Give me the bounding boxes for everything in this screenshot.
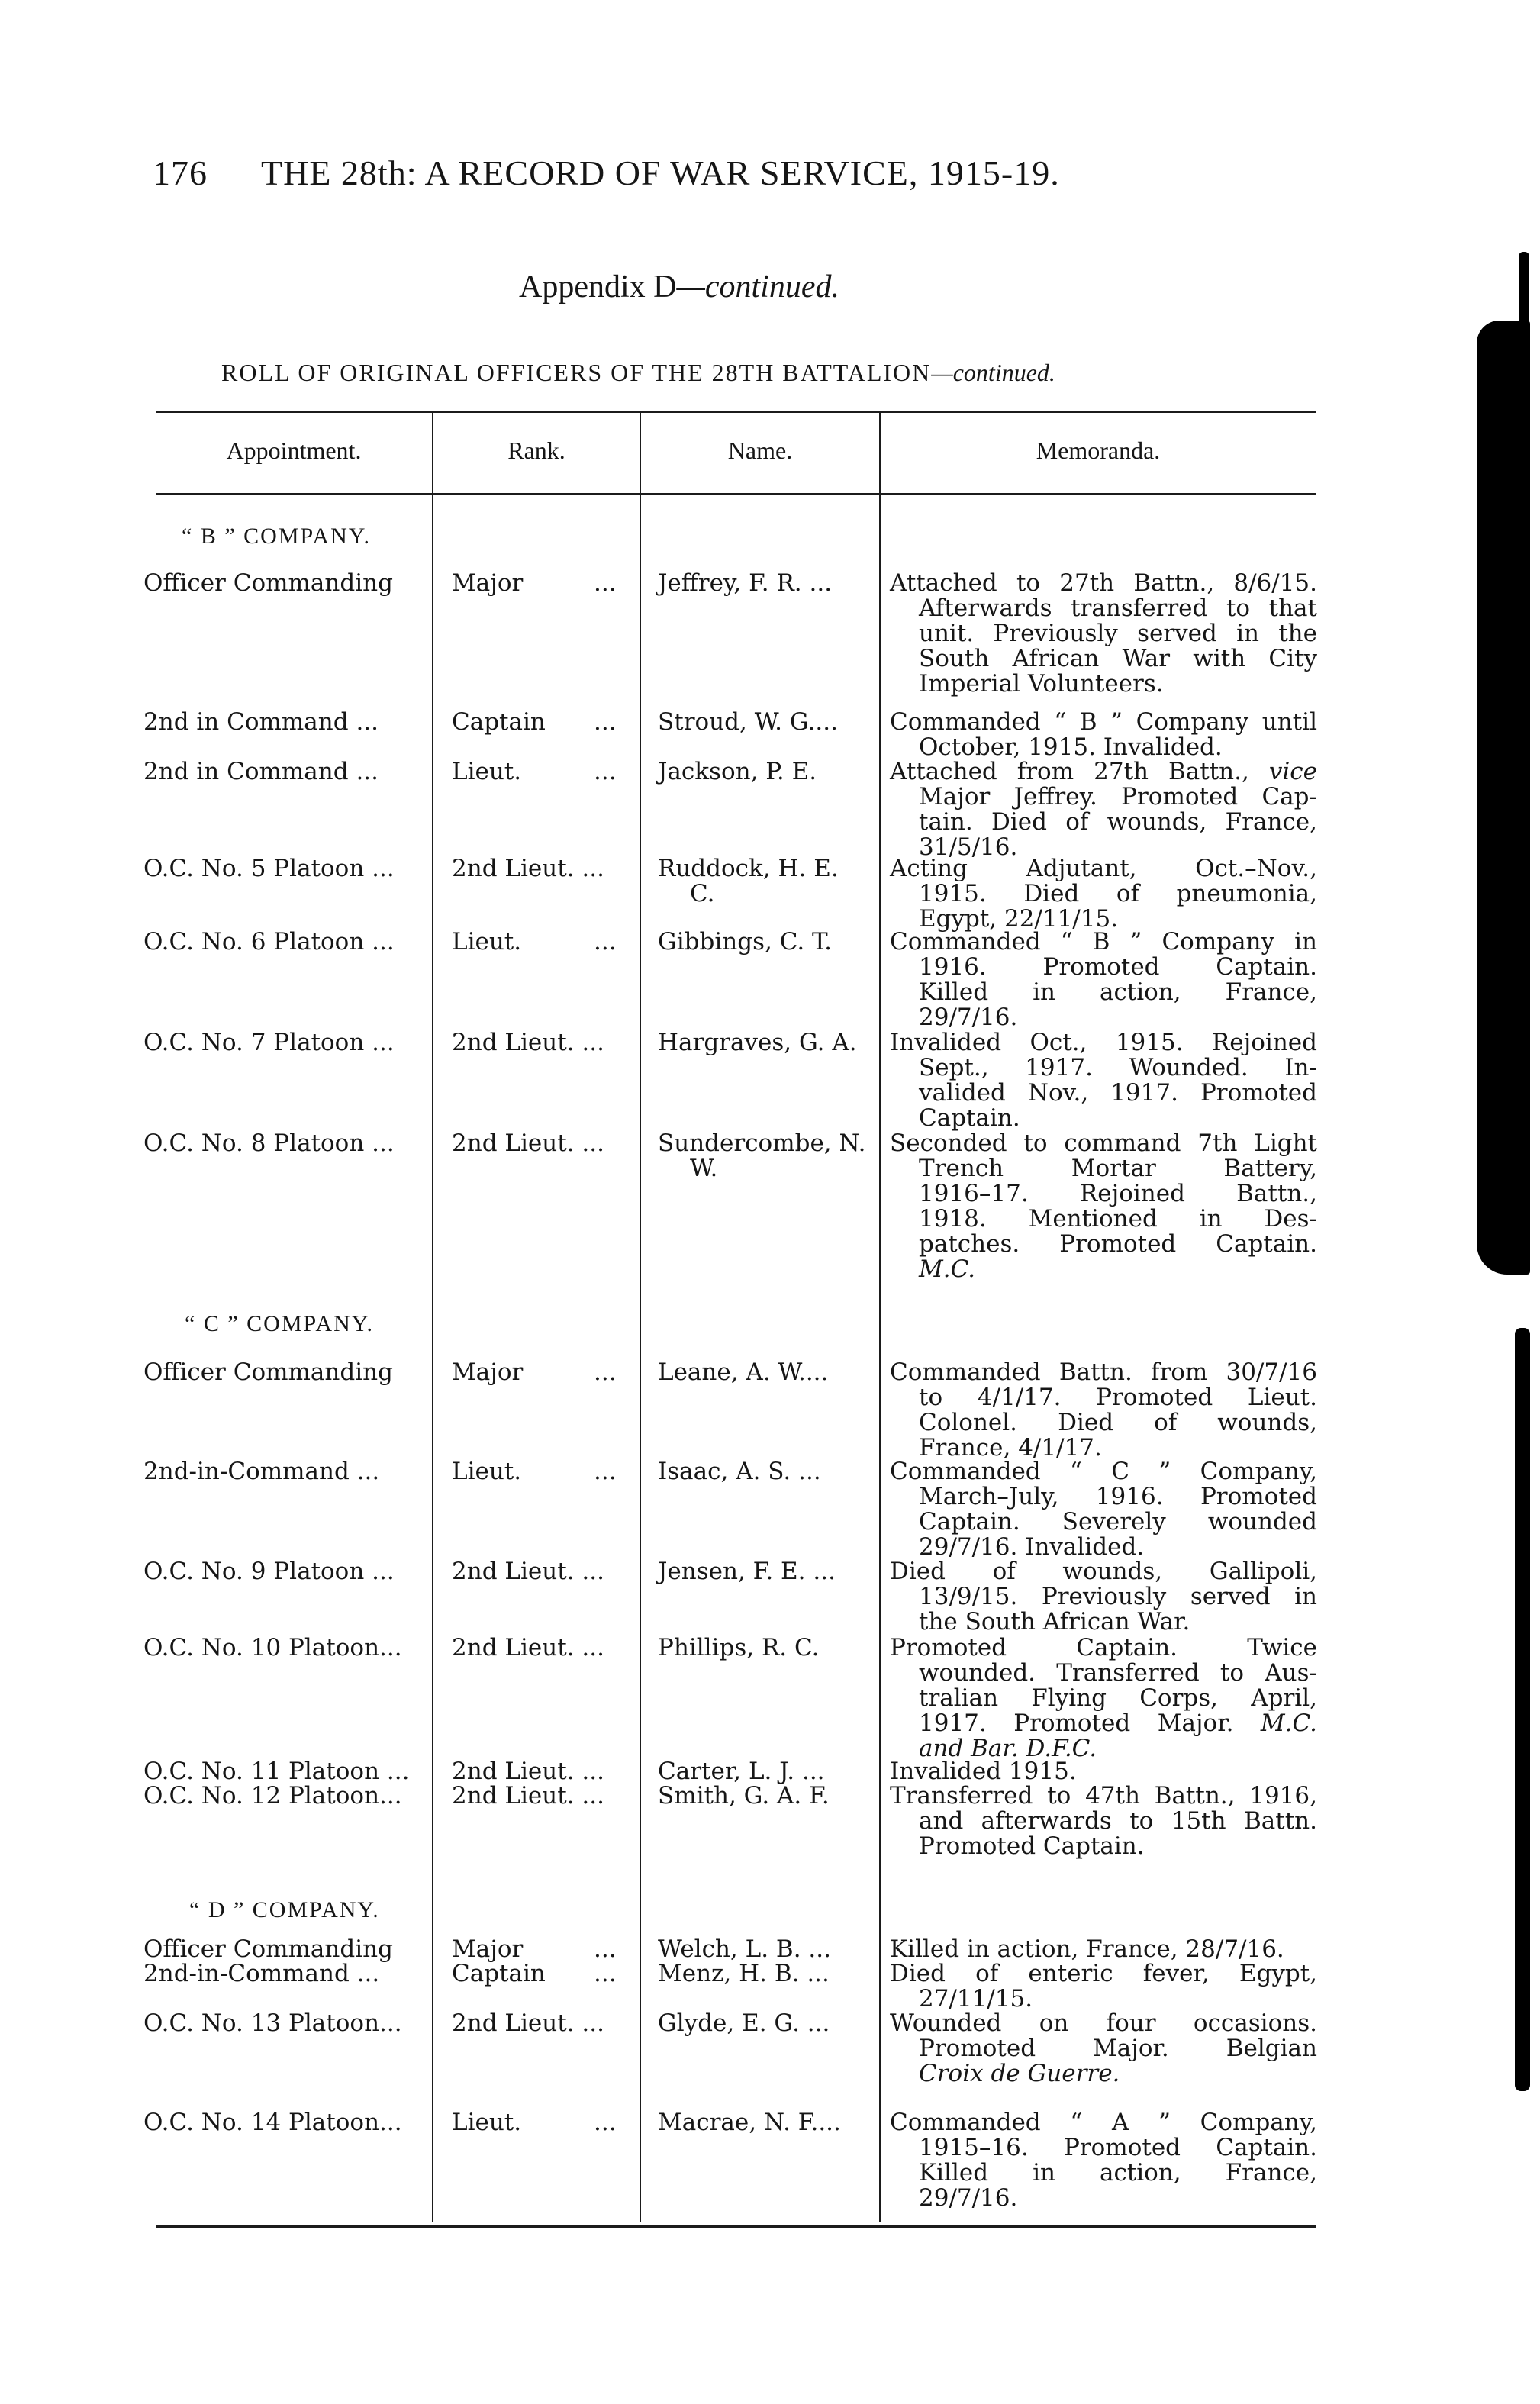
name-cell: Smith, G. A. F. [658, 1782, 830, 1809]
appointment-cell: O.C. No. 10 Platoon... [143, 1634, 402, 1661]
memoranda-line: Afterwards transferred to that [919, 595, 1317, 622]
memoranda-line: Commanded “ A ” Company, [890, 2109, 1317, 2136]
memoranda-line: Killed in action, France, 28/7/16. [890, 1935, 1284, 1963]
column-divider-3 [879, 412, 881, 2222]
running-head [153, 153, 1267, 206]
memoranda-line: Seconded to command 7th Light [890, 1129, 1317, 1157]
memoranda-line: Invalided Oct., 1915. Rejoined [890, 1029, 1317, 1056]
appointment-cell: Officer Commanding [143, 1935, 393, 1963]
name-cell: Menz, H. B. ... [658, 1960, 830, 1987]
memoranda-cell [890, 1937, 1317, 1962]
column-header-name: Name. [727, 437, 793, 464]
name-cell: Gibbings, C. T. [658, 928, 833, 955]
appointment-cell: 2nd-in-Command ... [143, 1960, 380, 1987]
rank-leader-dots: ... [594, 1358, 617, 1386]
memoranda-cell [890, 1961, 1317, 2012]
memoranda-line: 1917. Promoted Major. M.C. [919, 1710, 1317, 1737]
appointment-cell: O.C. No. 12 Platoon... [143, 1782, 402, 1809]
memoranda-line: Killed in action, France, [919, 978, 1317, 1006]
memoranda-line: valided Nov., 1917. Promoted [919, 1079, 1317, 1107]
name-cell: Jackson, P. E. [658, 758, 817, 785]
memoranda-cell [890, 571, 1317, 697]
memoranda-line: Acting Adjutant, Oct.–Nov., [890, 855, 1317, 882]
memoranda-line: tralian Flying Corps, April, [919, 1684, 1317, 1712]
memoranda-line: Commanded “ C ” Company, [890, 1458, 1317, 1485]
name-cell: Welch, L. B. ... [658, 1935, 831, 1963]
appointment-cell: O.C. No. 11 Platoon ... [143, 1758, 410, 1785]
appendix-title: Appendix [519, 269, 646, 305]
rank-leader-dots: ... [594, 1960, 617, 1987]
name-cell: Isaac, A. S. ... [658, 1458, 821, 1485]
memoranda-line: Died of wounds, Gallipoli, [890, 1558, 1317, 1585]
rank-cell: 2nd Lieut. ... [452, 1129, 604, 1157]
name-cell: Ruddock, H. E. [658, 855, 839, 882]
memoranda-line: unit. Previously served in the [919, 620, 1317, 647]
table-top-rule [156, 411, 1316, 413]
memoranda-cell [890, 856, 1317, 932]
memoranda-line: tain. Died of wounds, France, [919, 808, 1317, 836]
memoranda-line: 29/7/16. Invalided. [919, 1533, 1145, 1561]
memoranda-line: 31/5/16. [919, 833, 1018, 861]
appendix-suffix: —continued. [676, 269, 839, 305]
rank-cell: Captain [452, 708, 546, 736]
memoranda-line: 27/11/15. [919, 1985, 1033, 2012]
memoranda-line: Promoted Captain. Twice [890, 1634, 1317, 1661]
memoranda-line: Sept., 1917. Wounded. In- [919, 1054, 1317, 1081]
rank-cell: Lieut. [452, 2109, 522, 2136]
memoranda-line: Imperial Volunteers. [919, 670, 1164, 698]
memoranda-line: Promoted Captain. [919, 1832, 1145, 1860]
memoranda-cell [890, 759, 1317, 860]
rank-leader-dots: ... [594, 758, 617, 785]
column-header-appointment: Appointment. [226, 437, 362, 464]
memoranda-line: March–July, 1916. Promoted [919, 1483, 1317, 1510]
rank-cell: Lieut. [452, 928, 522, 955]
rank-leader-dots: ... [594, 1935, 617, 1963]
appointment-cell: O.C. No. 5 Platoon ... [143, 855, 395, 882]
name-cell: Jeffrey, F. R. ... [658, 569, 833, 597]
memoranda-line: Commanded “ B ” Company until [890, 708, 1317, 736]
memoranda-line: patches. Promoted Captain. [919, 1230, 1317, 1258]
appointment-cell: Officer Commanding [143, 569, 393, 597]
memoranda-line: Commanded “ B ” Company in [890, 928, 1317, 955]
page-number: 176 [153, 153, 208, 192]
rank-cell: Captain [452, 1960, 546, 1987]
memoranda-line: Invalided 1915. [890, 1758, 1077, 1785]
memoranda-line: and afterwards to 15th Battn. [919, 1807, 1317, 1835]
memoranda-line: 1916–17. Rejoined Battn., [919, 1180, 1317, 1207]
name-cell: Phillips, R. C. [658, 1634, 820, 1661]
memoranda-cell [890, 1131, 1317, 1282]
memoranda-line: Attached from 27th Battn., vice [890, 758, 1317, 785]
rank-leader-dots: ... [594, 1458, 617, 1485]
rank-cell: 2nd Lieut. ... [452, 855, 604, 882]
appointment-cell: 2nd in Command ... [143, 708, 379, 736]
column-divider-2 [640, 412, 641, 2222]
company-heading: “ D ” COMPANY. [189, 1897, 380, 1922]
roll-title [221, 359, 1055, 387]
memoranda-cell [890, 710, 1317, 760]
name-cell: Macrae, N. F.... [658, 2109, 841, 2136]
memoranda-line: Captain. Severely wounded [919, 1508, 1317, 1536]
header-bottom-rule [156, 493, 1316, 495]
company-heading: “ C ” COMPANY. [185, 1311, 375, 1336]
memoranda-cell [890, 1030, 1317, 1131]
rank-cell: Major [452, 1358, 524, 1386]
appointment-cell: O.C. No. 9 Platoon ... [143, 1558, 395, 1585]
memoranda-line: 29/7/16. [919, 1004, 1018, 1031]
memoranda-cell [890, 1360, 1317, 1461]
scan-mark [1515, 1328, 1530, 2091]
rank-cell: Lieut. [452, 758, 522, 785]
memoranda-line: Killed in action, France, [919, 2159, 1317, 2186]
appointment-cell: 2nd in Command ... [143, 758, 379, 785]
rank-cell: Major [452, 1935, 524, 1963]
memoranda-line: and Bar. D.F.C. [919, 1735, 1097, 1762]
memoranda-cell [890, 1784, 1317, 1859]
table-bottom-rule [156, 2225, 1316, 2228]
appointment-cell: O.C. No. 6 Platoon ... [143, 928, 395, 955]
appointment-cell: O.C. No. 14 Platoon... [143, 2109, 402, 2136]
rank-cell: 2nd Lieut. ... [452, 1758, 604, 1785]
memoranda-line: Transferred to 47th Battn., 1916, [890, 1782, 1317, 1809]
memoranda-line: 1915. Died of pneumonia, [919, 880, 1317, 907]
memoranda-line: 1918. Mentioned in Des- [919, 1205, 1317, 1233]
memoranda-cell [890, 1459, 1317, 1560]
rank-cell: Lieut. [452, 1458, 522, 1485]
rank-cell: Major [452, 569, 524, 597]
memoranda-line: Promoted Major. Belgian [919, 2035, 1317, 2062]
column-header-memoranda: Memoranda. [1036, 437, 1161, 464]
memoranda-line: South African War with City [919, 645, 1317, 672]
memoranda-line: Commanded Battn. from 30/7/16 [890, 1358, 1317, 1386]
rank-leader-dots: ... [594, 2109, 617, 2136]
appendix-heading [519, 269, 839, 305]
roll-title-text: ROLL OF ORIGINAL OFFICERS OF THE 28TH BATTALION [221, 359, 932, 386]
column-header-rank: Rank. [507, 437, 565, 464]
name-cell: Sundercombe, N. [658, 1129, 866, 1157]
rank-cell: 2nd Lieut. ... [452, 2009, 604, 2037]
appointment-cell: O.C. No. 7 Platoon ... [143, 1029, 395, 1056]
appendix-letter: D [653, 269, 677, 305]
rank-cell: 2nd Lieut. ... [452, 1634, 604, 1661]
name-cell: Hargraves, G. A. [658, 1029, 857, 1056]
name-cell: Leane, A. W.... [658, 1358, 829, 1386]
memoranda-line: to 4/1/17. Promoted Lieut. [919, 1384, 1317, 1411]
name-cell: Stroud, W. G.... [658, 708, 838, 736]
appointment-cell: Officer Commanding [143, 1358, 393, 1386]
roll-title-suffix: —continued. [931, 359, 1055, 386]
memoranda-line: France, 4/1/17. [919, 1434, 1102, 1461]
memoranda-cell [890, 2011, 1317, 2087]
memoranda-line: Attached to 27th Battn., 8/6/15. [890, 569, 1317, 597]
name-cell: Glyde, E. G. ... [658, 2009, 830, 2037]
memoranda-line: 1915–16. Promoted Captain. [919, 2134, 1317, 2161]
memoranda-line: Colonel. Died of wounds, [919, 1409, 1317, 1436]
memoranda-line: the South African War. [919, 1608, 1190, 1635]
appointment-cell: 2nd-in-Command ... [143, 1458, 380, 1485]
rank-cell: 2nd Lieut. ... [452, 1029, 604, 1056]
appointment-cell: O.C. No. 13 Platoon... [143, 2009, 402, 2037]
memoranda-line: Croix de Guerre. [919, 2060, 1120, 2087]
memoranda-line: wounded. Transferred to Aus- [919, 1659, 1317, 1687]
name-cell-continued: W. [690, 1155, 718, 1182]
memoranda-line: Wounded on four occasions. [890, 2009, 1317, 2037]
name-cell-continued: C. [690, 880, 715, 907]
scan-mark [1477, 321, 1530, 1275]
memoranda-line: 29/7/16. [919, 2184, 1018, 2212]
name-cell: Carter, L. J. ... [658, 1758, 825, 1785]
running-title: THE 28th: A RECORD OF WAR SERVICE, 1915-19. [261, 153, 1060, 192]
appointment-cell: O.C. No. 8 Platoon ... [143, 1129, 395, 1157]
rank-leader-dots: ... [594, 928, 617, 955]
rank-cell: 2nd Lieut. ... [452, 1782, 604, 1809]
memoranda-line: Captain. [919, 1104, 1020, 1132]
rank-leader-dots: ... [594, 708, 617, 736]
memoranda-line: M.C. [919, 1255, 976, 1283]
memoranda-line: Trench Mortar Battery, [919, 1155, 1317, 1182]
memoranda-cell [890, 1635, 1317, 1761]
memoranda-cell [890, 1759, 1317, 1784]
memoranda-line: Major Jeffrey. Promoted Cap- [919, 783, 1317, 810]
memoranda-cell [890, 2110, 1317, 2211]
memoranda-line: 13/9/15. Previously served in [919, 1583, 1317, 1610]
memoranda-line: 1916. Promoted Captain. [919, 953, 1317, 981]
memoranda-cell [890, 1559, 1317, 1635]
company-heading: “ B ” COMPANY. [182, 524, 372, 549]
name-cell: Jensen, F. E. ... [658, 1558, 836, 1585]
rank-cell: 2nd Lieut. ... [452, 1558, 604, 1585]
memoranda-line: October, 1915. Invalided. [919, 733, 1223, 761]
rank-leader-dots: ... [594, 569, 617, 597]
column-divider-1 [432, 412, 433, 2222]
memoranda-cell [890, 930, 1317, 1030]
memoranda-line: Egypt, 22/11/15. [919, 905, 1119, 933]
memoranda-line: Died of enteric fever, Egypt, [890, 1960, 1317, 1987]
